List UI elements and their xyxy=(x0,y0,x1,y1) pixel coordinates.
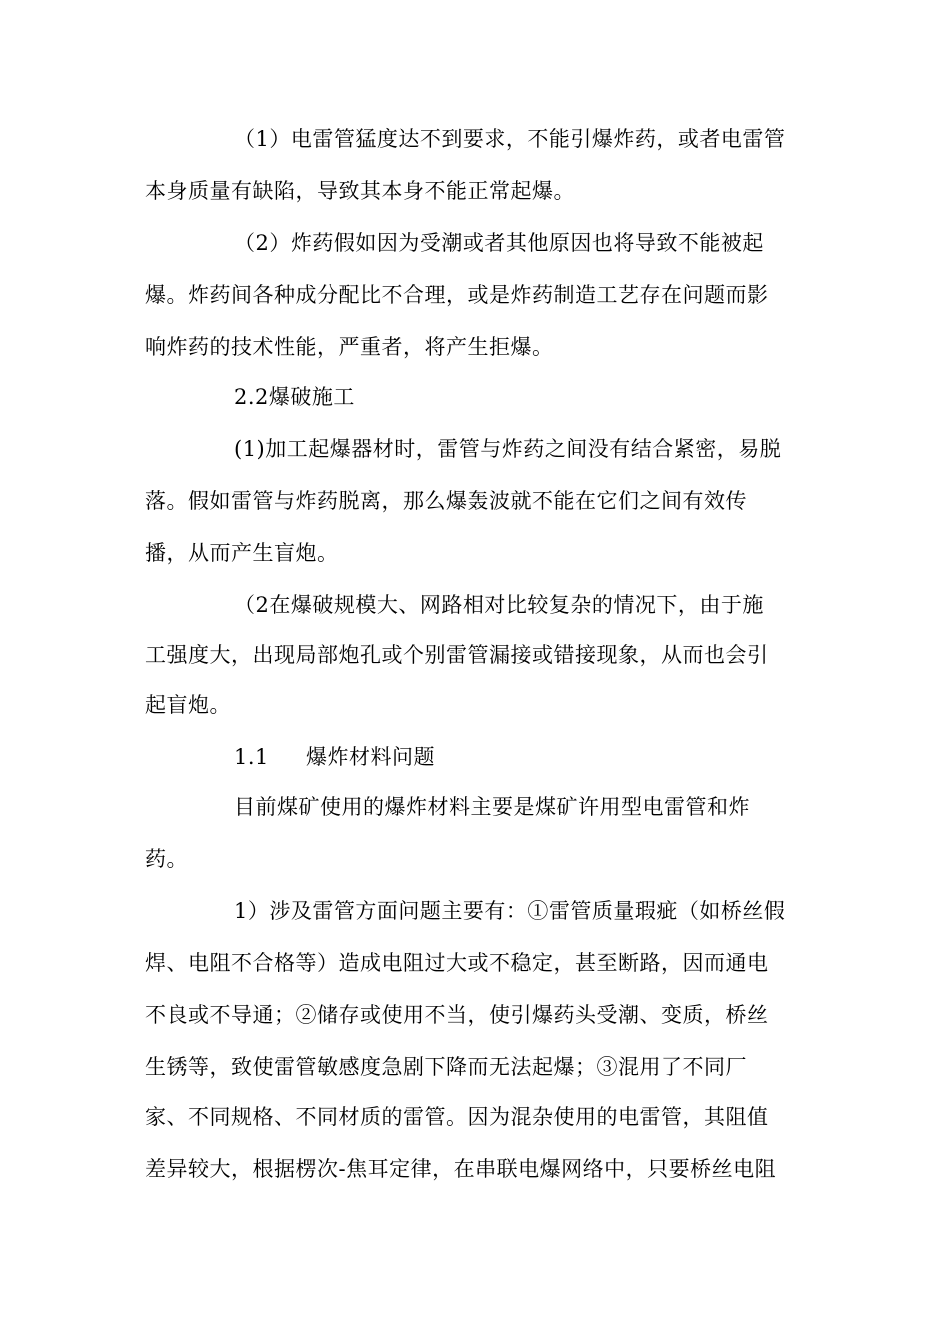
paragraph-line: 播，从而产生盲炮。 xyxy=(145,541,339,565)
paragraph-line: 家、不同规格、不同材质的雷管。因为混杂使用的电雷管，其阻值 xyxy=(145,1105,769,1129)
paragraph-line: 爆。炸药间各种成分配比不合理，或是炸药制造工艺存在问题而影 xyxy=(145,283,769,307)
paragraph-line: （2在爆破规模大、网路相对比较复杂的情况下，由于施 xyxy=(234,593,764,617)
paragraph-line: 1）涉及雷管方面问题主要有：①雷管质量瑕疵（如桥丝假 xyxy=(234,899,786,923)
paragraph-line: （2）炸药假如因为受潮或者其他原因也将导致不能被起 xyxy=(234,231,764,255)
paragraph-line: （1）电雷管猛度达不到要求，不能引爆炸药，或者电雷管 xyxy=(234,127,786,151)
paragraph-line: 药。 xyxy=(145,847,188,871)
paragraph-line: 起盲炮。 xyxy=(145,693,231,717)
paragraph-line: 工强度大，出现局部炮孔或个别雷管漏接或错接现象，从而也会引 xyxy=(145,643,769,667)
paragraph-line: 差异较大，根据楞次-焦耳定律，在串联电爆网络中，只要桥丝电阻 xyxy=(145,1157,777,1181)
paragraph-line: 落。假如雷管与炸药脱离，那么爆轰波就不能在它们之间有效传 xyxy=(145,489,747,513)
section-heading: 2.2爆破施工 xyxy=(234,385,355,409)
section-heading xyxy=(234,744,435,770)
heading-title: 爆炸材料问题 xyxy=(306,745,435,769)
paragraph-line: (1)加工起爆器材时，雷管与炸药之间没有结合紧密，易脱 xyxy=(234,437,782,461)
heading-number: 1.1 xyxy=(234,745,269,769)
paragraph-line: 不良或不导通；②储存或使用不当，使引爆药头受潮、变质，桥丝 xyxy=(145,1003,769,1027)
paragraph-line: 焊、电阻不合格等）造成电阻过大或不稳定，甚至断路，因而通电 xyxy=(145,951,769,975)
paragraph-line: 目前煤矿使用的爆炸材料主要是煤矿许用型电雷管和炸 xyxy=(234,795,750,819)
paragraph-line: 响炸药的技术性能，严重者，将产生拒爆。 xyxy=(145,335,554,359)
paragraph-line: 本身质量有缺陷，导致其本身不能正常起爆。 xyxy=(145,179,575,203)
paragraph-line: 生锈等，致使雷管敏感度急剧下降而无法起爆；③混用了不同厂 xyxy=(145,1055,747,1079)
